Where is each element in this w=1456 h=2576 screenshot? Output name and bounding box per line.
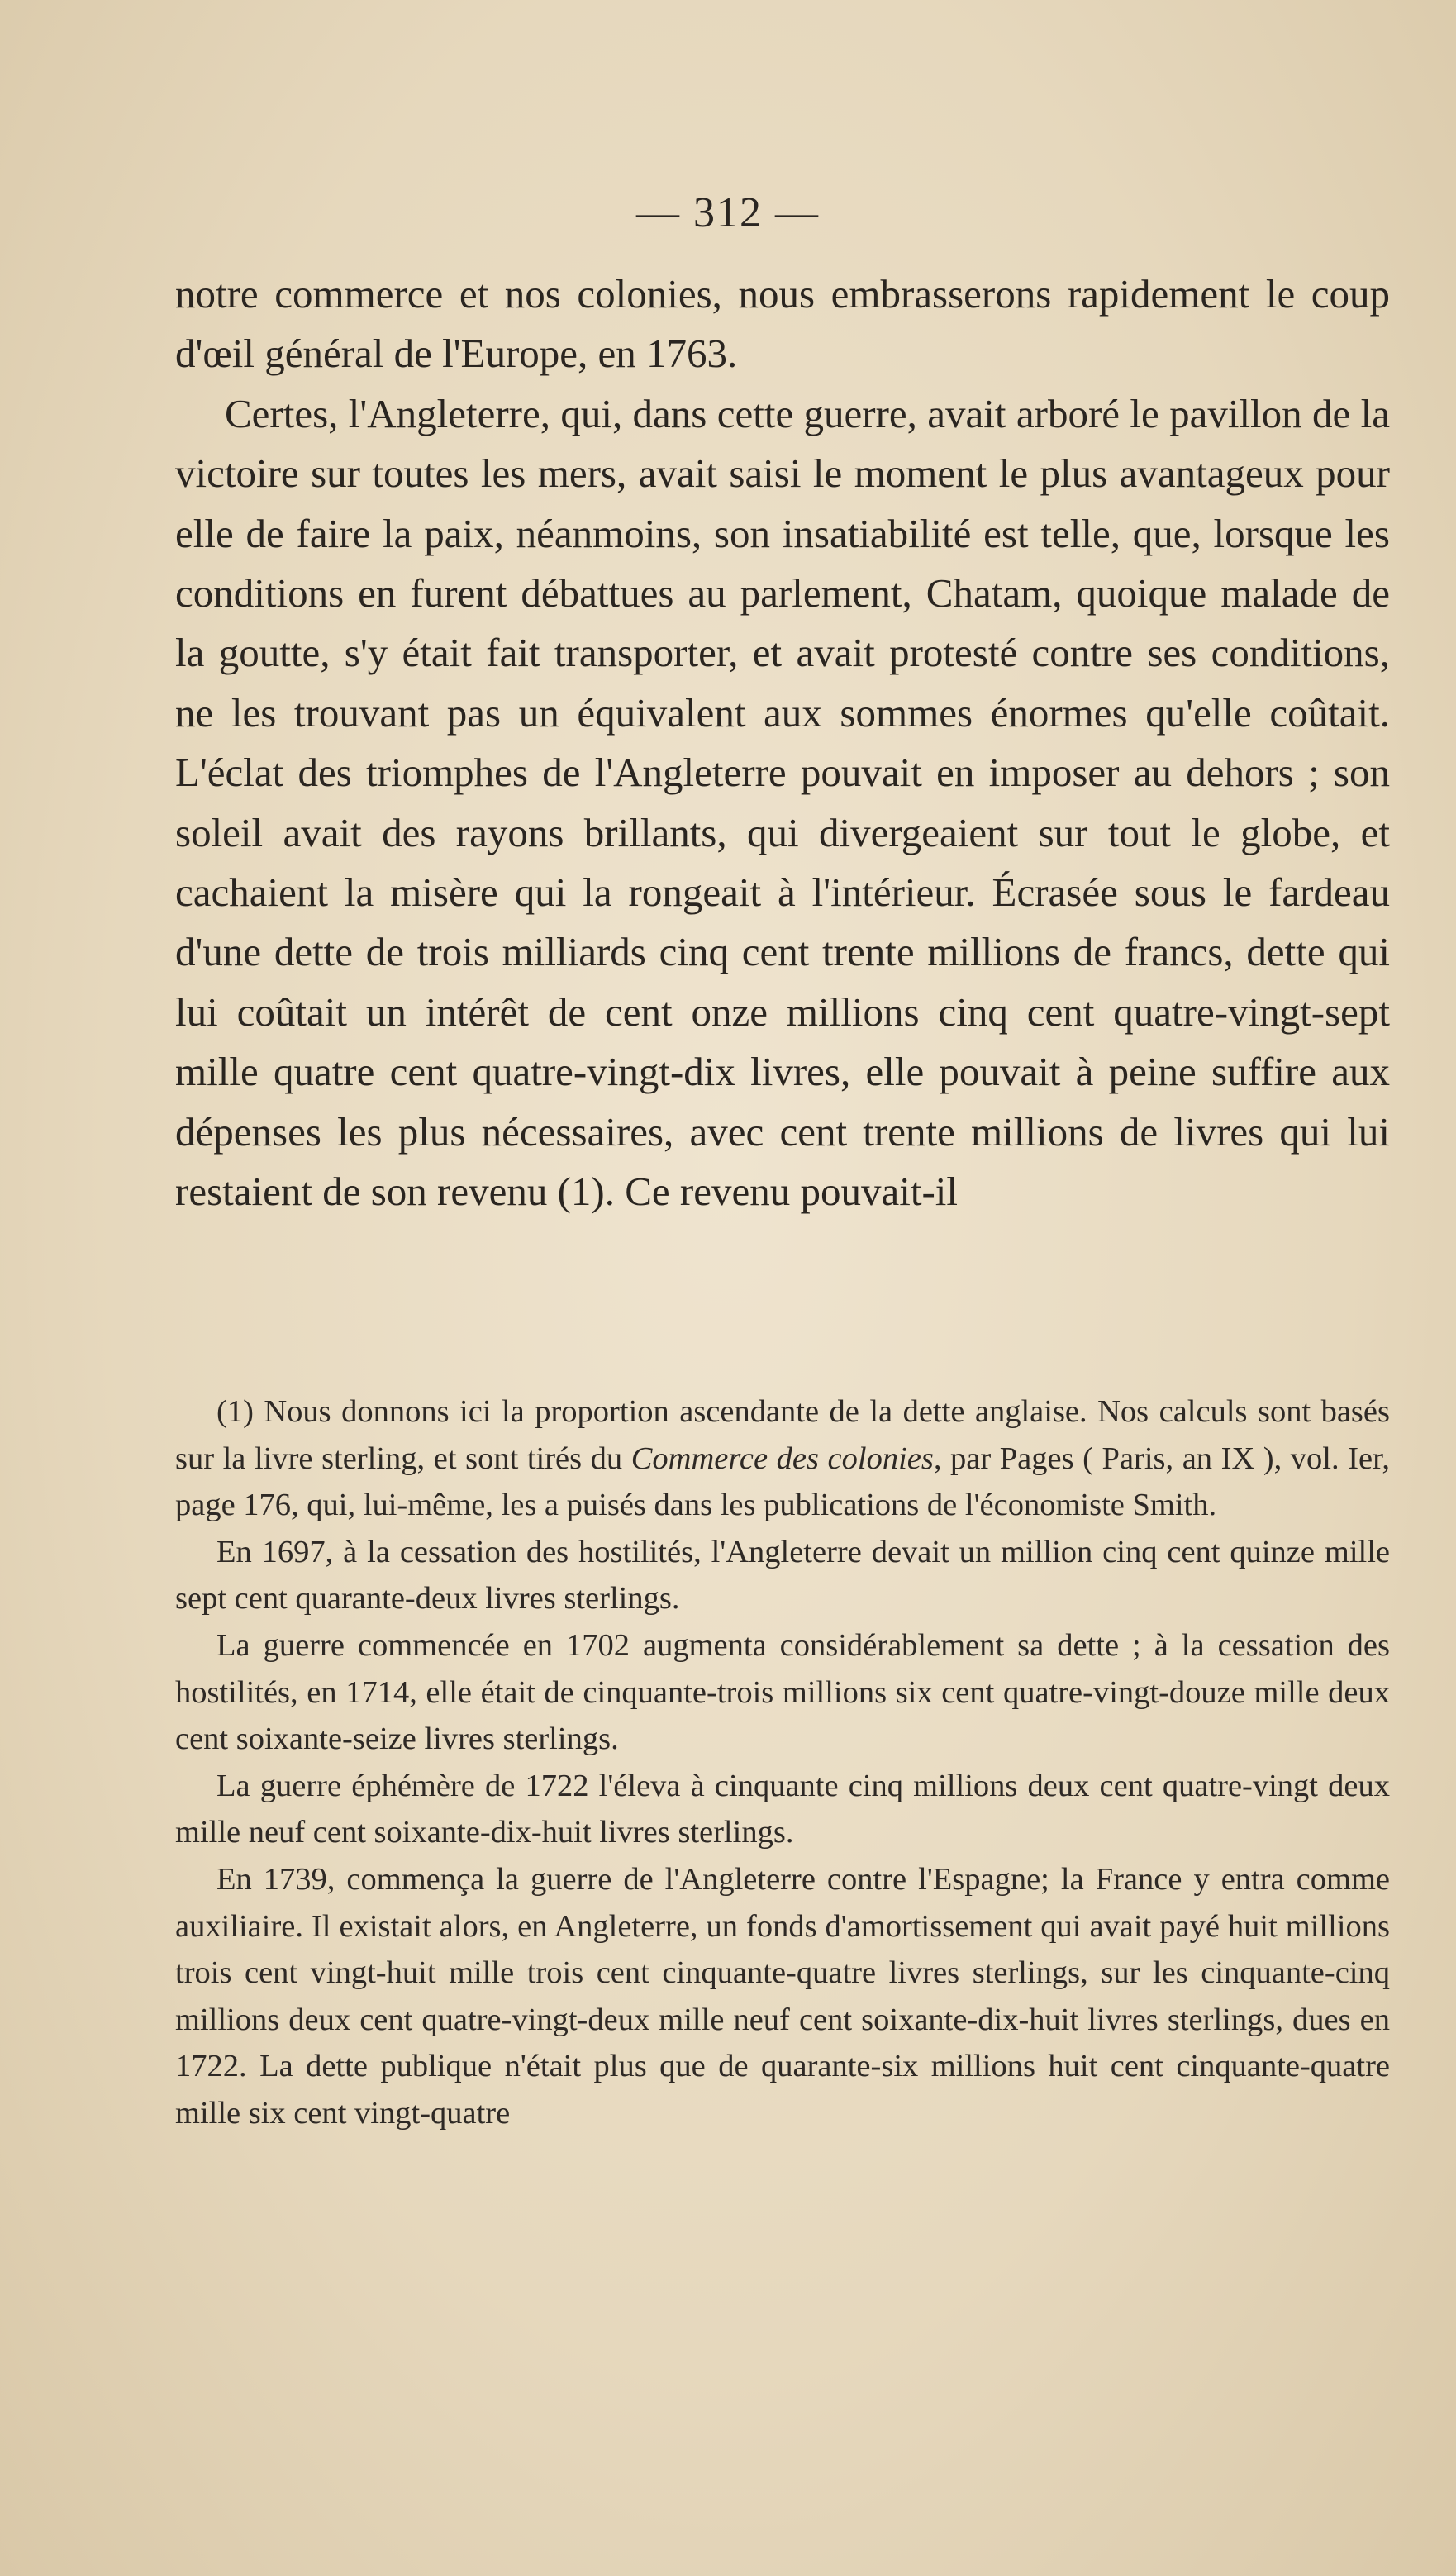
main-paragraph: Certes, l'Angleterre, qui, dans cette guerre, avait arboré le pavillon de la victoire sur toutes les mers, avait saisi le moment le plus avantageux pour elle de faire la paix, néanmoins, son insatiabilité est telle, que, lorsque les conditions en furent débattues au parlement, Chatam, quoique malade de la goutte, s'y était fait transporter, et avait protesté contre ses conditions, ne les trouvant pas un équivalent aux sommes énormes qu'elle coûtait. L'éclat des triomphes de l'Angleterre pouvait en imposer au dehors ; son soleil avait des rayons brillants, qui divergeaient sur tout le globe, et cachaient la misère qui la rongeait à l'intérieur. Écrasée sous le fardeau d'une dette de trois milliards cinq cent trente millions de francs, dette qui lui coûtait un intérêt de cent onze millions cinq cent quatre-vingt-sept mille quatre cent quatre-vingt-dix livres, elle pouvait à peine suffire aux dépenses les plus nécessaires, avec cent trente millions de livres qui lui restaient de son revenu (1). Ce revenu pouvait-il xyxy=(175,390,1390,1215)
page-number: — 312 — xyxy=(636,189,820,236)
footnote-text: (1) Nous donnons ici la proportion ascendante de la dette anglaise. Nos calculs sont basés sur la livre sterling, et sont tirés du xyxy=(175,1394,1390,1476)
footnote-paragraph: En 1697, à la cessation des hostilités, l'Angleterre devait un million cinq cent quinze mille sept cent quarante-deux livres sterlings. xyxy=(175,1534,1390,1617)
footnote-text: par Pages ( Paris, an IX ), vol. Ier, page 176, qui, lui-même, les a puisés dans les publications de l'économiste Smith. xyxy=(175,1440,1391,1523)
footnote-paragraph: La guerre commencée en 1702 augmenta considérablement sa dette ; à la cessation des hostilités, en 1714, elle était de cinquante-trois millions six cent quatre-vingt-douze mille deux cent soixante-seize livres sterlings. xyxy=(175,1627,1390,1757)
footnotes xyxy=(175,1388,1390,2137)
main-paragraph: notre commerce et nos colonies, nous embrasserons rapidement le coup d'œil général de l'Europe, en 1763. xyxy=(175,271,1390,377)
footnote-paragraph: En 1739, commença la guerre de l'Angleterre contre l'Espagne; la France y entra comme auxiliaire. Il existait alors, en Angleterre, un fonds d'amortissement qui avait payé huit millions trois cent vingt-huit mille trois cent cinquante-quatre livres sterlings, sur les cinquante-cinq millions deux cent quatre-vingt-deux mille neuf cent soixante-dix-huit livres sterlings, dues en 1722. La dette publique n'était plus que de quarante-six millions huit cent cinquante-quatre mille six cent vingt-quatre xyxy=(175,1861,1390,2131)
footnote-1 xyxy=(175,1388,1390,1529)
footnote-paragraph: La guerre éphémère de 1722 l'éleva à cinquante cinq millions deux cent quatre-vingt deux mille neuf cent soixante-dix-huit livres sterlings. xyxy=(175,1768,1390,1850)
footnote-book-title: Commerce des colonies, xyxy=(630,1440,942,1476)
main-text xyxy=(175,264,1390,1222)
